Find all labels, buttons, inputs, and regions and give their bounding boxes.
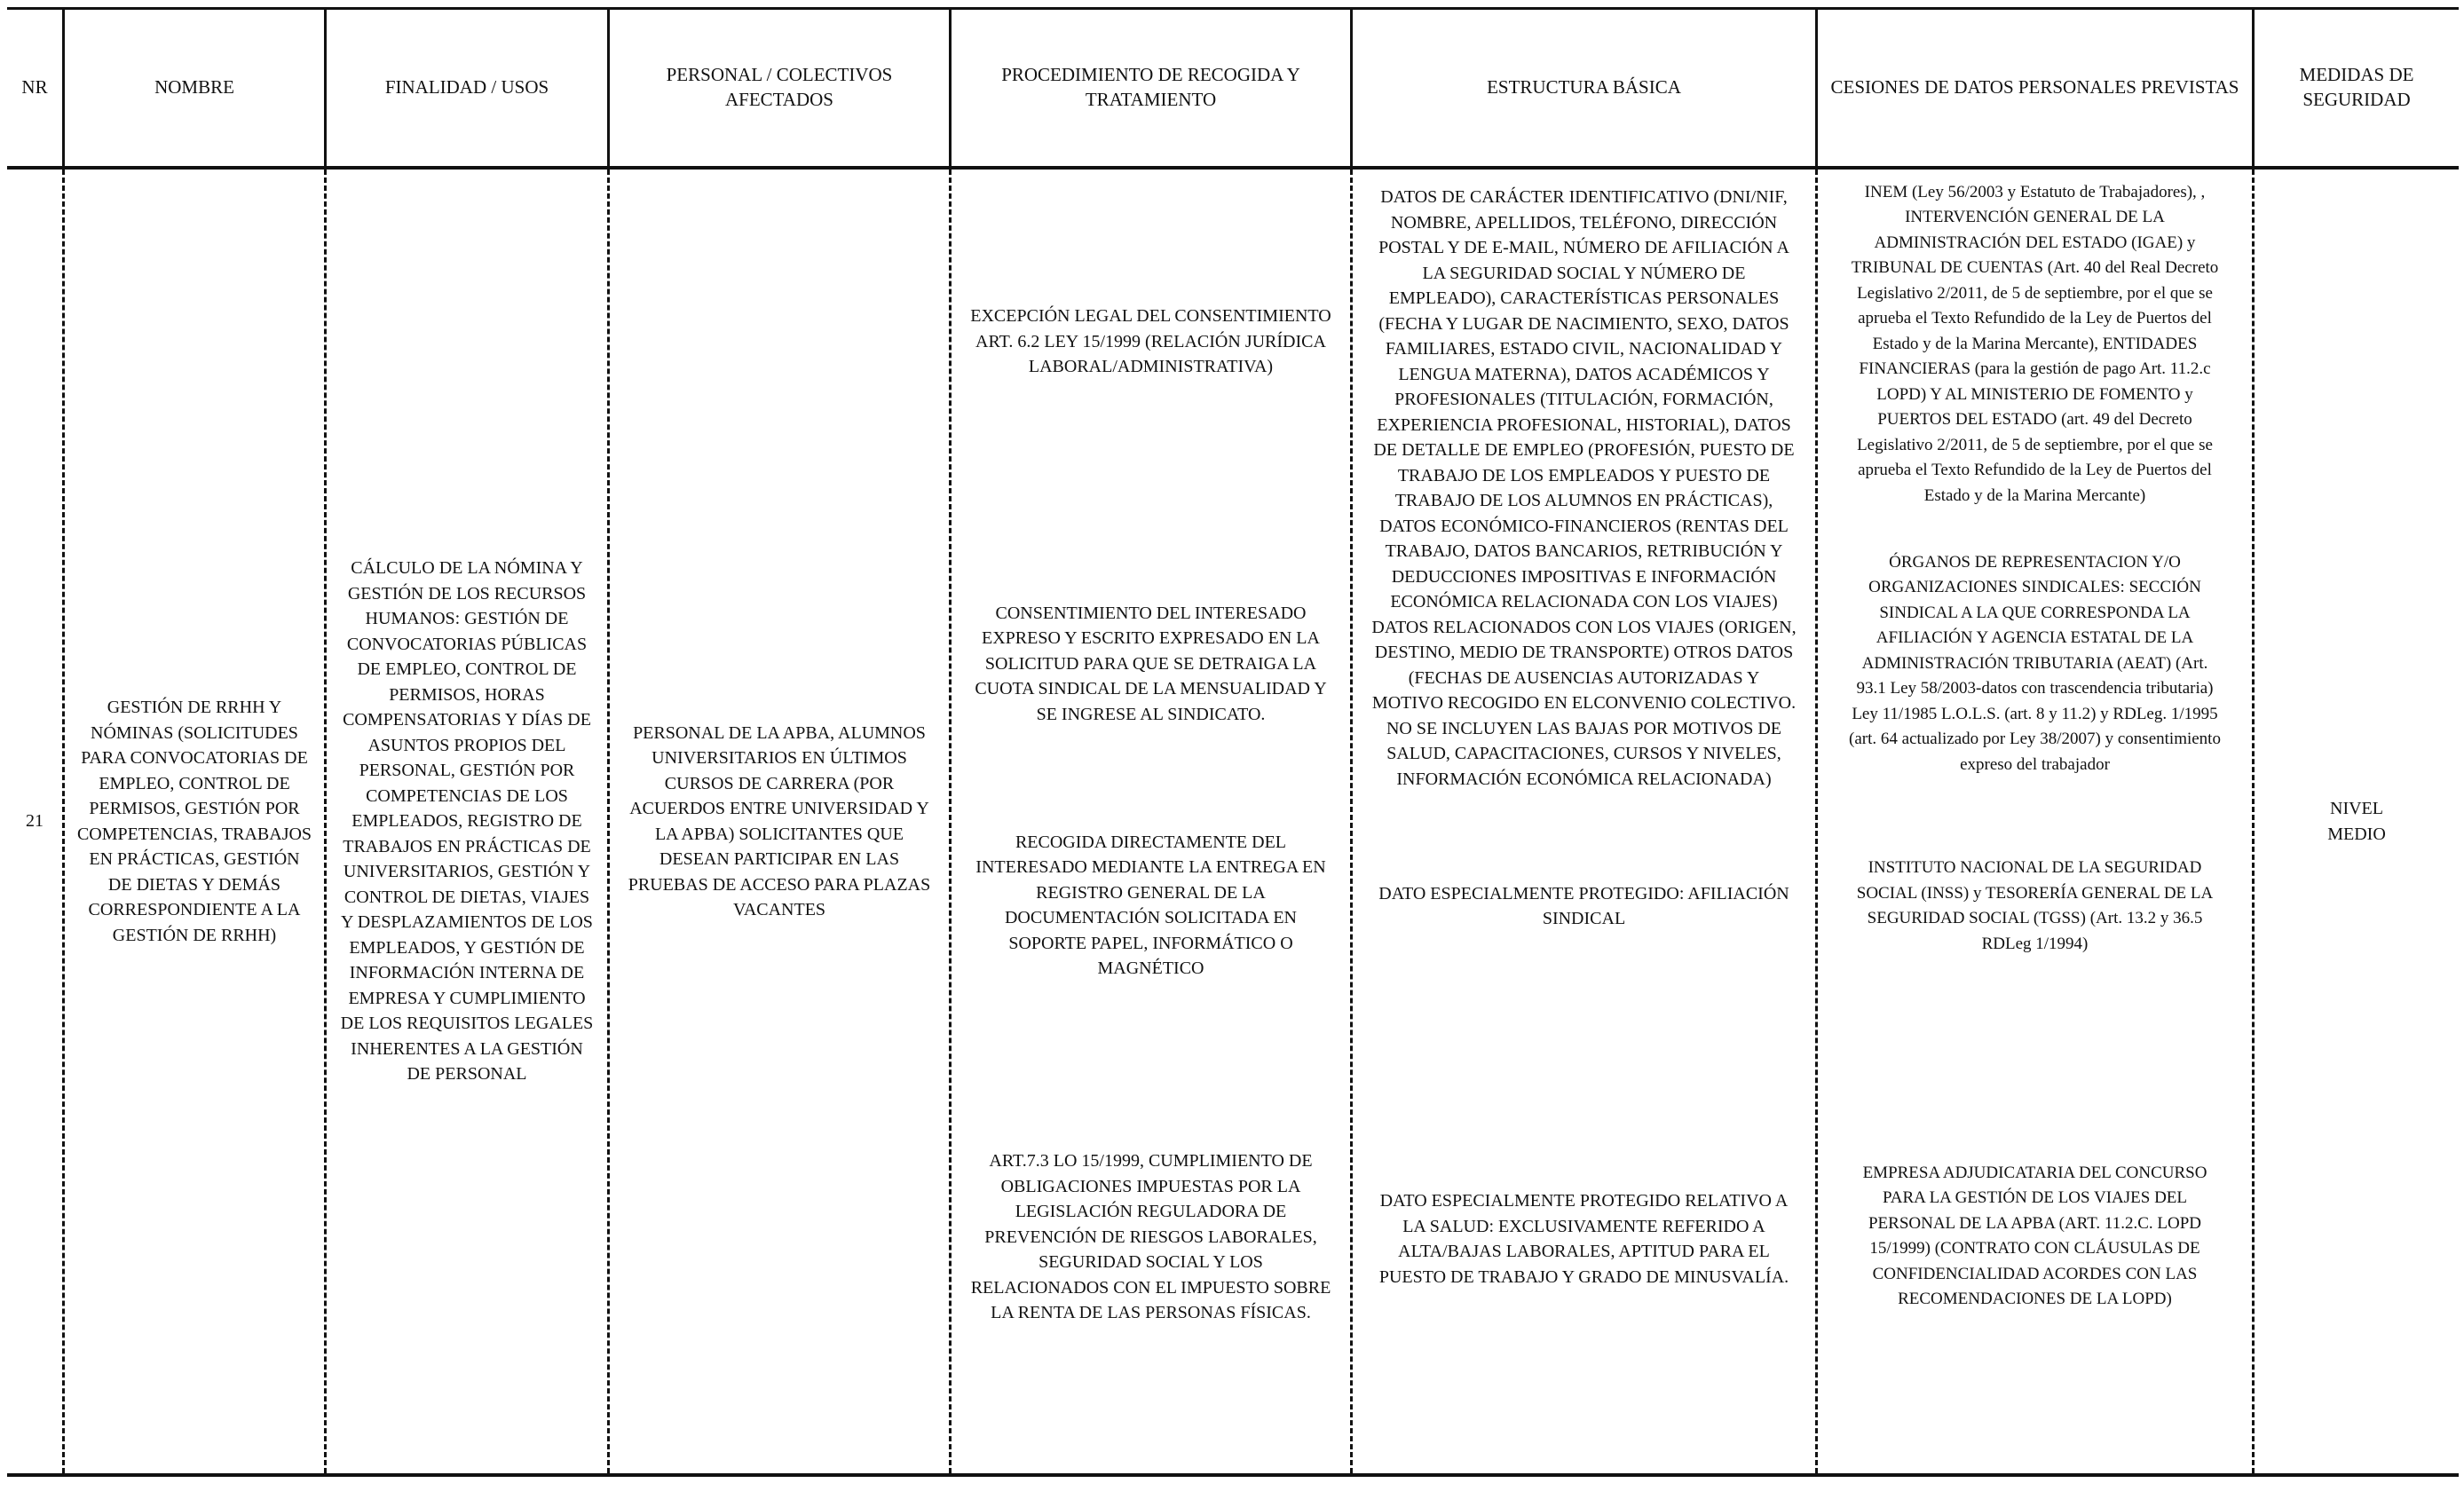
- header-procedimiento: [952, 9, 1350, 165]
- transfer-text: EMPRESA ADJUDICATARIA DEL CONCURSO PARA LA GESTIÓN DE LOS VIAJES DEL PERSONAL DE LA APBA (ART. 11.2.C. LOPD 15/1999) (CONTRATO CON CLÁUSULAS DE CONFIDENCIALIDAD ACORDES CON LAS RECOMENDACIONES DE LA LOPD): [1862, 1163, 2207, 1308]
- header-finalidad-label: FINALIDAD / USOS: [384, 76, 549, 98]
- procedure-text: EXCEPCIÓN LEGAL DEL CONSENTIMIENTO ART. 6.2 LEY 15/1999 (RELACIÓN JURÍDICA LABORAL/ADMINISTRATIVA): [970, 306, 1331, 377]
- cell-nombre: [65, 170, 324, 1473]
- cell-medidas: [2255, 170, 2459, 1473]
- header-personal: [610, 9, 949, 165]
- procedure-block: [952, 297, 1350, 386]
- table-bottom-border: [7, 1473, 2459, 1477]
- structure-text: DATOS DE CARÁCTER IDENTIFICATIVO (DNI/NIF, NOMBRE, APELLIDOS, TELÉFONO, DIRECCIÓN POSTAL Y DE E-MAIL, NÚMERO DE AFILIACIÓN A LA SEGURIDAD SOCIAL Y NÚMERO DE EMPLEADO), CARACTERÍSTICAS PERSONALES (FECHA Y LUGAR DE NACIMIENTO, SEXO, DATOS FAMILIARES, ESTADO CIVIL, NACIONALIDAD Y LENGUA MATERNA), DATOS ACADÉMICOS Y PROFESIONALES (TITULACIÓN, FORMACIÓN, EXPERIENCIA PROFESIONAL, HISTORIAL), DATOS DE DETALLE DE EMPLEO (PROFESIÓN, PUESTO DE TRABAJO DE LOS EMPLEADOS Y PUESTO DE TRABAJO DE LOS ALUMNOS EN PRÁCTICAS), DATOS ECONÓMICO-FINANCIEROS (RENTAS DEL TRABAJO, DATOS BANCARIOS, RETRIBUCIÓN Y DEDUCCIONES IMPOSITIVAS E INFORMACIÓN ECONÓMICA RELACIONADA CON LOS VIAJES) DATOS RELACIONADOS CON LOS VIAJES (ORIGEN, DESTINO, MEDIO DE TRANSPORTE) OTROS DATOS (FECHAS DE AUSENCIAS AUTORIZADAS Y MOTIVO RECOGIDO EN ELCONVENIO COLECTIVO. NO SE INCLUYEN LAS BAJAS POR MOTIVOS DE SALUD, CAPACITACIONES, CURSOS Y NIVELES, INFORMACIÓN ECONÓMICA RELACIONADA): [1371, 187, 1797, 789]
- header-nombre: [65, 9, 324, 165]
- structure-text: DATO ESPECIALMENTE PROTEGIDO RELATIVO A LA SALUD: EXCLUSIVAMENTE REFERIDO A ALTA/BAJAS LABORALES, APTITUD PARA EL PUESTO DE TRABAJO Y GRADO DE MINUSVALÍA.: [1378, 1191, 1789, 1287]
- affected-groups-text: PERSONAL DE LA APBA, ALUMNOS UNIVERSITARIOS EN ÚLTIMOS CURSOS DE CARRERA (POR ACUERDOS ENTRE UNIVERSIDAD Y LA APBA) SOLICITANTES QUE DESEAN PARTICIPAR EN LAS PRUEBAS DE ACCESO PARA PLAZAS VACANTES: [628, 722, 931, 919]
- transfer-block: [1818, 854, 2252, 959]
- procedure-text: CONSENTIMIENTO DEL INTERESADO EXPRESO Y ESCRITO EXPRESADO EN LA SOLICITUD PARA QUE SE DETRAIGA LA CUOTA SINDICAL DE LA MENSUALIDAD Y SE INGRESE AL SINDICATO.: [975, 603, 1327, 724]
- procedure-block: [952, 597, 1350, 730]
- transfer-text: INEM (Ley 56/2003 y Estatuto de Trabajadores), , INTERVENCIÓN GENERAL DE LA ADMINISTRACIÓN DEL ESTADO (IGAE) y TRIBUNAL DE CUENTAS (Art. 40 del Real Decreto Legislativo 2/2011, de 5 de septiembre, por el que se aprueba el Texto Refundido de la Ley de Puertos del Estado y de la Marina Mercante), ENTIDADES FINANCIERAS (para la gestión de pago Art. 11.2.c LOPD) Y AL MINISTERIO DE FOMENTO y PUERTOS DEL ESTADO (art. 49 del Decreto Legislativo 2/2011, de 5 de septiembre, por el que se aprueba el Texto Refundido de la Ley de Puertos del Estado y de la Marina Mercante): [1851, 182, 2219, 505]
- transfer-text: INSTITUTO NACIONAL DE LA SEGURIDAD SOCIAL (INSS) y TESORERÍA GENERAL DE LA SEGURIDAD SOCIAL (TGSS) (Art. 13.2 y 36.5 RDLeg 1/1994): [1856, 858, 2214, 953]
- header-cesiones: [1818, 9, 2252, 165]
- purpose-text: CÁLCULO DE LA NÓMINA Y GESTIÓN DE LOS RECURSOS HUMANOS: GESTIÓN DE CONVOCATORIAS PÚBLICAS DE EMPLEO, CONTROL DE PERMISOS, HORAS COMPENSATORIAS Y DÍAS DE ASUNTOS PROPIOS DEL PERSONAL, GESTIÓN POR COMPETENCIAS DE LOS EMPLEADOS, REGISTRO DE TRABAJOS EN PRÁCTICAS DE UNIVERSITARIOS, GESTIÓN Y CONTROL DE DIETAS, VIAJES Y DESPLAZAMIENTOS DE LOS EMPLEADOS, Y GESTIÓN DE INFORMACIÓN INTERNA DE EMPRESA Y CUMPLIMIENTO DE LOS REQUISITOS LEGALES INHERENTES A LA GESTIÓN DE PERSONAL: [340, 558, 594, 1085]
- header-nombre-label: NOMBRE: [154, 76, 234, 98]
- transfer-block: [1818, 178, 2252, 511]
- transfer-block: [1818, 548, 2252, 780]
- structure-block: [1353, 185, 1815, 792]
- cell-finalidad: [327, 170, 607, 1473]
- header-estructura: [1353, 9, 1815, 165]
- row-number: 21: [26, 811, 43, 832]
- header-procedimiento-label: PROCEDIMIENTO DE RECOGIDA Y TRATAMIENTO: [1001, 64, 1300, 110]
- procedure-text: ART.7.3 LO 15/1999, CUMPLIMIENTO DE OBLIGACIONES IMPUESTAS POR LA LEGISLACIÓN REGULADORA DE PREVENCIÓN DE RIESGOS LABORALES, SEGURIDAD SOCIAL Y LOS RELACIONADOS CON EL IMPUESTO SOBRE LA RENTA DE LAS PERSONAS FÍSICAS.: [970, 1151, 1331, 1323]
- header-estructura-label: ESTRUCTURA BÁSICA: [1487, 76, 1681, 98]
- structure-block: [1353, 877, 1815, 935]
- cell-nr: [7, 170, 62, 1473]
- header-nr-label: NR: [21, 76, 48, 98]
- structure-block: [1353, 1184, 1815, 1294]
- procedure-block: [952, 825, 1350, 985]
- header-nr: [7, 9, 62, 165]
- structure-text: DATO ESPECIALMENTE PROTEGIDO: AFILIACIÓN SINDICAL: [1378, 883, 1789, 928]
- header-personal-label: PERSONAL / COLECTIVOS AFECTADOS: [666, 64, 893, 110]
- procedure-text: RECOGIDA DIRECTAMENTE DEL INTERESADO MEDIANTE LA ENTREGA EN REGISTRO GENERAL DE LA DOCUMENTACIÓN SOLICITADA EN SOPORTE PAPEL, INFORMÁTICO O MAGNÉTICO: [975, 832, 1326, 978]
- transfer-text: ÓRGANOS DE REPRESENTACION Y/O ORGANIZACIONES SINDICALES: SECCIÓN SINDICAL A LA QUE CORRESPONDA LA AFILIACIÓN Y AGENCIA ESTATAL DE LA ADMINISTRACIÓN TRIBUTARIA (AEAT) (Art. 93.1 Ley 58/2003-datos con trascendencia tributaria) Ley 11/1985 L.O.L.S. (art. 8 y 11.2) y RDLeg. 1/1995 (art. 64 actualizado por Ley 38/2007) y consentimiento expreso del trabajador: [1849, 552, 2221, 774]
- procedure-block: [952, 1145, 1350, 1329]
- header-cesiones-label: CESIONES DE DATOS PERSONALES PREVISTAS: [1830, 76, 2239, 98]
- file-name: GESTIÓN DE RRHH Y NÓMINAS (SOLICITUDES PARA CONVOCATORIAS DE EMPLEO, CONTROL DE PERMISOS, GESTIÓN POR COMPETENCIAS, TRABAJOS EN PRÁCTICAS, GESTIÓN DE DIETAS Y DEMÁS CORRESPONDIENTE A LA GESTIÓN DE RRHH): [76, 698, 312, 945]
- header-medidas: [2255, 9, 2459, 165]
- header-finalidad: [327, 9, 607, 165]
- transfer-block: [1818, 1158, 2252, 1314]
- header-medidas-label: MEDIDAS DE SEGURIDAD: [2299, 64, 2414, 110]
- cell-personal: [610, 170, 949, 1473]
- security-level: NIVEL MEDIO: [2327, 799, 2386, 844]
